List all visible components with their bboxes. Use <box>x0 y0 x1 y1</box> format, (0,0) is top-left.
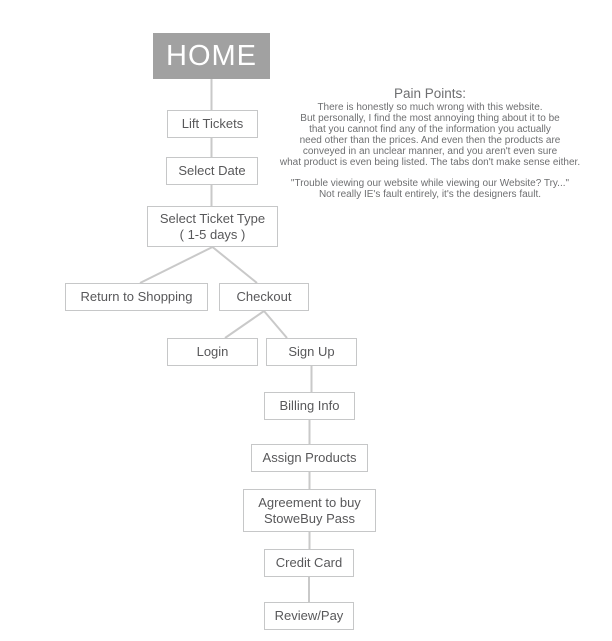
node-agreement-stowebuy-sublabel: StoweBuy Pass <box>263 510 356 526</box>
node-select-ticket-type <box>147 206 278 247</box>
pain-line: need other than the prices. And even then the products are <box>299 134 561 146</box>
pain-line: what product is even being listed. The tabs don't make sense either. <box>279 156 581 168</box>
node-checkout <box>219 283 309 311</box>
node-login <box>167 338 258 366</box>
node-select-ticket-type-sublabel: ( 1-5 days ) <box>179 226 246 242</box>
node-agreement-stowebuy <box>243 489 376 532</box>
node-credit-card <box>264 549 354 577</box>
node-sign-up <box>266 338 357 366</box>
node-assign-products <box>251 444 368 472</box>
pain-line: Not really IE's fault entirely, it's the designers fault. <box>318 189 542 201</box>
pain-line: that you cannot find any of the information you actually <box>309 123 551 135</box>
node-credit-card-label: Credit Card <box>275 555 343 570</box>
pain-line: conveyed in an unclear manner, and you aren't even sure <box>302 145 558 157</box>
node-select-ticket-type-label: Select Ticket Type <box>159 210 266 226</box>
pain-line: There is honestly so much wrong with this website. <box>317 102 543 113</box>
pain-points-annotation <box>265 86 595 201</box>
node-lift-tickets <box>167 110 258 138</box>
node-home <box>153 33 270 79</box>
node-review-pay <box>264 602 354 630</box>
node-billing-info <box>264 392 355 420</box>
node-return-to-shopping <box>65 283 208 311</box>
node-login-label: Login <box>196 344 229 359</box>
pain-points-paragraph-2 <box>265 179 595 201</box>
node-review-pay-label: Review/Pay <box>274 608 344 623</box>
node-checkout-label: Checkout <box>236 289 292 304</box>
node-assign-products-label: Assign Products <box>262 450 357 465</box>
node-return-to-shopping-label: Return to Shopping <box>80 289 193 304</box>
node-billing-info-label: Billing Info <box>279 398 340 413</box>
pain-line: But personally, I find the most annoying thing about it to be <box>300 112 560 124</box>
node-home-label: HOME <box>166 40 257 72</box>
pain-points-paragraph-1 <box>265 103 595 168</box>
pain-points-heading: Pain Points: <box>393 86 467 101</box>
node-select-date-label: Select Date <box>178 163 246 178</box>
node-sign-up-label: Sign Up <box>288 344 335 359</box>
node-agreement-stowebuy-label: Agreement to buy <box>258 494 361 510</box>
node-lift-tickets-label: Lift Tickets <box>181 116 244 131</box>
pain-line: "Trouble viewing our website while viewing our Website? Try..." <box>290 178 570 190</box>
node-select-date <box>166 157 258 185</box>
